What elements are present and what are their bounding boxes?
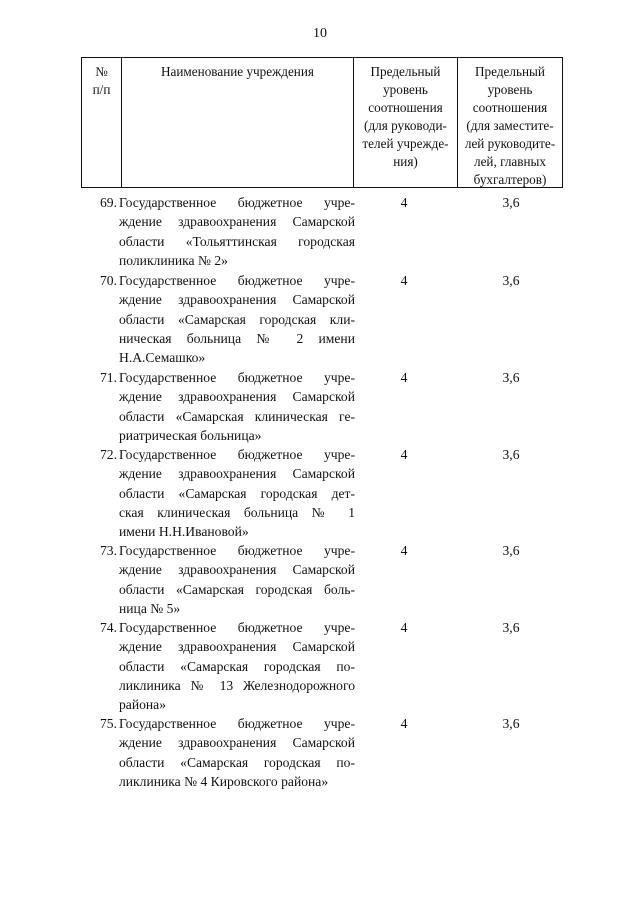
limit-heads-value: 4 <box>400 273 408 288</box>
name-line: района» <box>119 697 167 713</box>
row-number: 75. <box>100 716 117 731</box>
limit-heads-value: 4 <box>400 195 408 210</box>
name-line: ническая больница № 2 имени <box>119 330 355 346</box>
name-line: ждение здравоохранения Самарской <box>119 292 355 308</box>
header-limit-deputies <box>458 58 562 187</box>
name-line: имени Н.Н.Ивановой» <box>119 524 249 540</box>
header-limit-heads-line: (для руководи- <box>364 118 447 133</box>
header-limit-heads-line: ния) <box>393 154 418 169</box>
limit-heads-value: 4 <box>400 370 408 385</box>
header-name-line: Наименование учреждения <box>161 64 314 79</box>
header-num-line: п/п <box>92 82 111 97</box>
header-num <box>82 58 122 187</box>
institution-name <box>119 271 355 367</box>
name-line: Государственное бюджетное учре- <box>119 447 355 462</box>
institution-name <box>119 445 355 541</box>
name-line: области «Самарская городская по- <box>119 754 355 770</box>
row-number: 69. <box>100 195 117 210</box>
name-line: области «Самарская городская боль- <box>119 581 355 597</box>
name-line: ждение здравоохранения Самарской <box>119 466 355 482</box>
row-number: 72. <box>100 447 117 462</box>
name-line: ждение здравоохранения Самарской <box>119 639 355 655</box>
header-limit-heads <box>354 58 458 187</box>
name-line: Государственное бюджетное учре- <box>119 195 355 210</box>
header-limit-deputies-line: бухгалтеров) <box>473 172 547 187</box>
header-num-line: № <box>95 64 108 79</box>
header-limit-heads-line: соотношения <box>368 100 443 115</box>
name-line: ликлиника № 4 Кировского района» <box>119 773 329 789</box>
page-number: 10 <box>313 26 327 41</box>
header-limit-heads-line: телей учрежде- <box>362 136 449 151</box>
name-line: Н.А.Семашко» <box>119 350 206 366</box>
name-line: ская клиническая больница № 1 <box>119 504 355 520</box>
name-line: Государственное бюджетное учре- <box>119 370 355 385</box>
limit-heads-value: 4 <box>400 716 408 731</box>
name-line: Государственное бюджетное учре- <box>119 716 355 731</box>
header-limit-heads-line: Предельный <box>370 64 441 79</box>
header-limit-deputies-line: лей руководите- <box>464 136 556 151</box>
name-line: поликлиника № 2» <box>119 252 228 268</box>
header-limit-deputies-line: лей, главных <box>474 154 546 169</box>
header-limit-deputies-line: (для заместите- <box>466 118 554 133</box>
limit-heads-value: 4 <box>400 543 408 558</box>
limit-deputies-value: 3,6 <box>502 195 520 210</box>
limit-deputies-value: 3,6 <box>502 716 520 731</box>
institution-name <box>119 618 355 714</box>
header-limit-deputies-line: уровень <box>487 82 533 97</box>
limit-deputies-value: 3,6 <box>502 543 520 558</box>
institution-name <box>119 714 355 791</box>
header-limit-deputies-line: соотношения <box>472 100 548 115</box>
limit-heads-value: 4 <box>400 447 408 462</box>
name-line: области «Самарская городская дет- <box>119 485 355 501</box>
header-limit-heads-line: уровень <box>383 82 428 97</box>
name-line: Государственное бюджетное учре- <box>119 543 355 558</box>
name-line: ница № 5» <box>119 600 181 616</box>
limit-deputies-value: 3,6 <box>502 620 520 635</box>
name-line: Государственное бюджетное учре- <box>119 620 355 635</box>
limit-deputies-value: 3,6 <box>502 447 520 462</box>
name-line: ждение здравоохранения Самарской <box>119 214 355 230</box>
institution-name <box>119 193 355 270</box>
row-number: 70. <box>100 273 117 288</box>
header-limit-deputies-line: Предельный <box>475 64 545 79</box>
row-number: 73. <box>100 543 117 558</box>
row-number: 74. <box>100 620 117 635</box>
name-line: области «Самарская клиническая ге- <box>119 408 355 424</box>
name-line: области «Самарская городская кли- <box>119 311 355 327</box>
name-line: Государственное бюджетное учре- <box>119 273 355 288</box>
institution-name <box>119 541 355 618</box>
table-header <box>81 57 563 188</box>
row-number: 71. <box>100 370 117 385</box>
name-line: области «Тольяттинская городская <box>119 233 355 249</box>
name-line: ждение здравоохранения Самарской <box>119 562 355 578</box>
limit-deputies-value: 3,6 <box>502 273 520 288</box>
name-line: ждение здравоохранения Самарской <box>119 389 355 405</box>
limit-heads-value: 4 <box>400 620 408 635</box>
limit-deputies-value: 3,6 <box>502 370 520 385</box>
name-line: области «Самарская городская по- <box>119 658 355 674</box>
name-line: риатрическая больница» <box>119 427 262 443</box>
institution-name <box>119 368 355 445</box>
name-line: ликлиника № 13 Железнодорожного <box>119 677 355 693</box>
name-line: ждение здравоохранения Самарской <box>119 735 355 751</box>
header-name <box>122 58 354 187</box>
